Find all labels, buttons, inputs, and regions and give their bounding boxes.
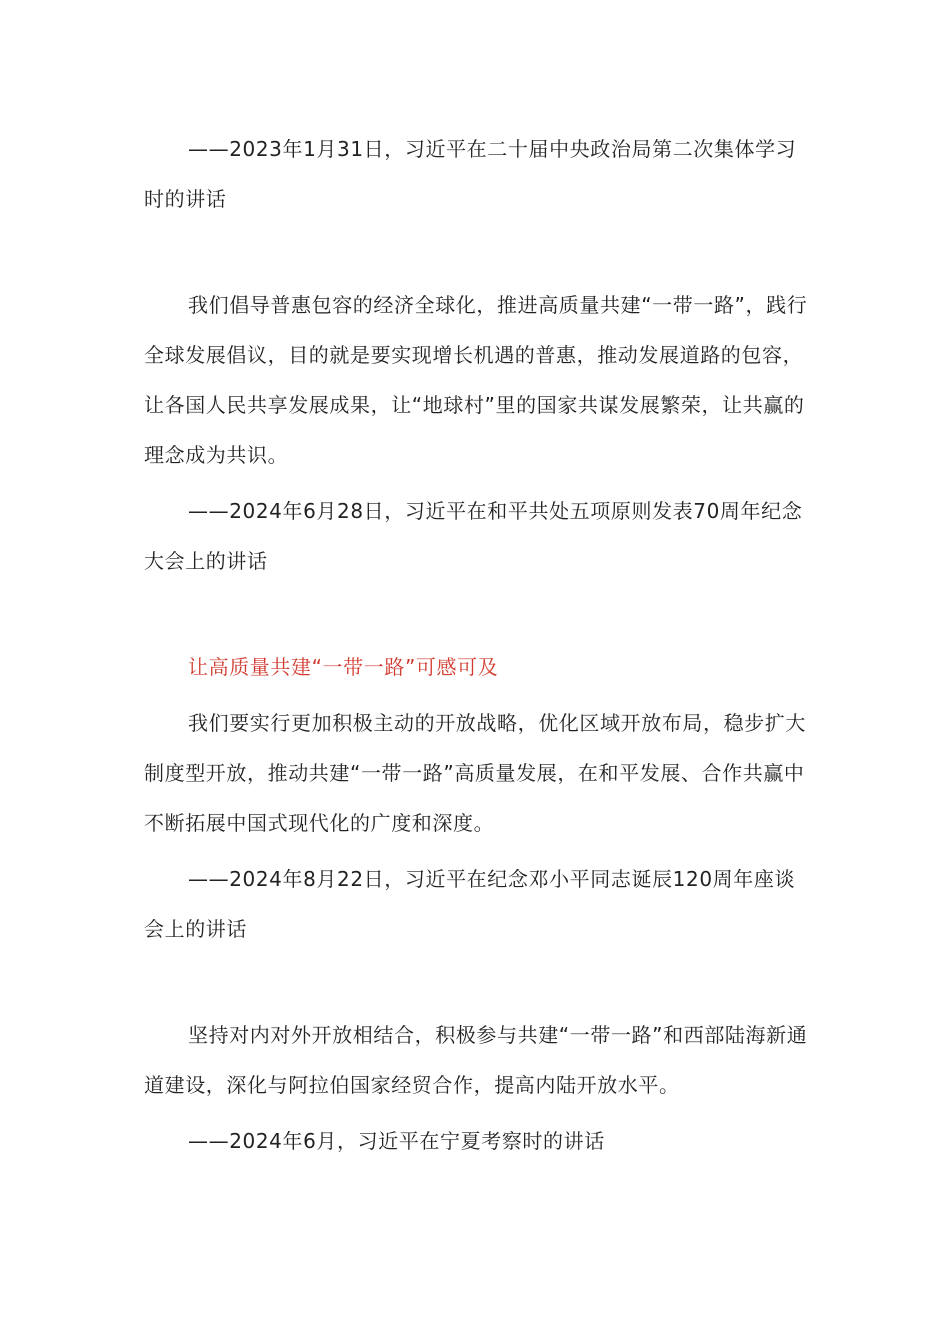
quote-paragraph-2: 我们要实行更加积极主动的开放战略，优化区域开放布局，稳步扩大制度型开放，推动共建“一带一路”高质量发展，在和平发展、合作共赢中不断拓展中国式现代化的广度和深度。 [144,711,806,835]
quote-paragraph-3: 坚持对内对外开放相结合，积极参与共建“一带一路”和西部陆海新通道建设，深化与阿拉伯国家经贸合作，提高内陆开放水平。 [144,1023,808,1097]
section-heading: 让高质量共建“一带一路”可感可及 [188,655,499,679]
spacer [144,224,808,280]
source-line-4: ——2024年6月，习近平在宁夏考察时的讲话 [188,1129,605,1153]
source-line-3: ——2024年8月22日，习近平在纪念邓小平同志诞辰120周年座谈会上的讲话 [144,867,796,941]
spacer [144,586,808,642]
quote-paragraph-1: 我们倡导普惠包容的经济全球化，推进高质量共建“一带一路”，践行全球发展倡议，目的就是要实现增长机遇的普惠，推动发展道路的包容，让各国人民共享发展成果，让“地球村”里的国家共谋发展繁荣，让共赢的理念成为共识。 [144,293,808,467]
source-line-1: ——2023年1月31日，习近平在二十届中央政治局第二次集体学习时的讲话 [144,137,797,211]
document-body [144,124,808,1166]
spacer [144,954,808,1010]
source-line-2: ——2024年6月28日，习近平在和平共处五项原则发表70周年纪念大会上的讲话 [144,499,803,573]
